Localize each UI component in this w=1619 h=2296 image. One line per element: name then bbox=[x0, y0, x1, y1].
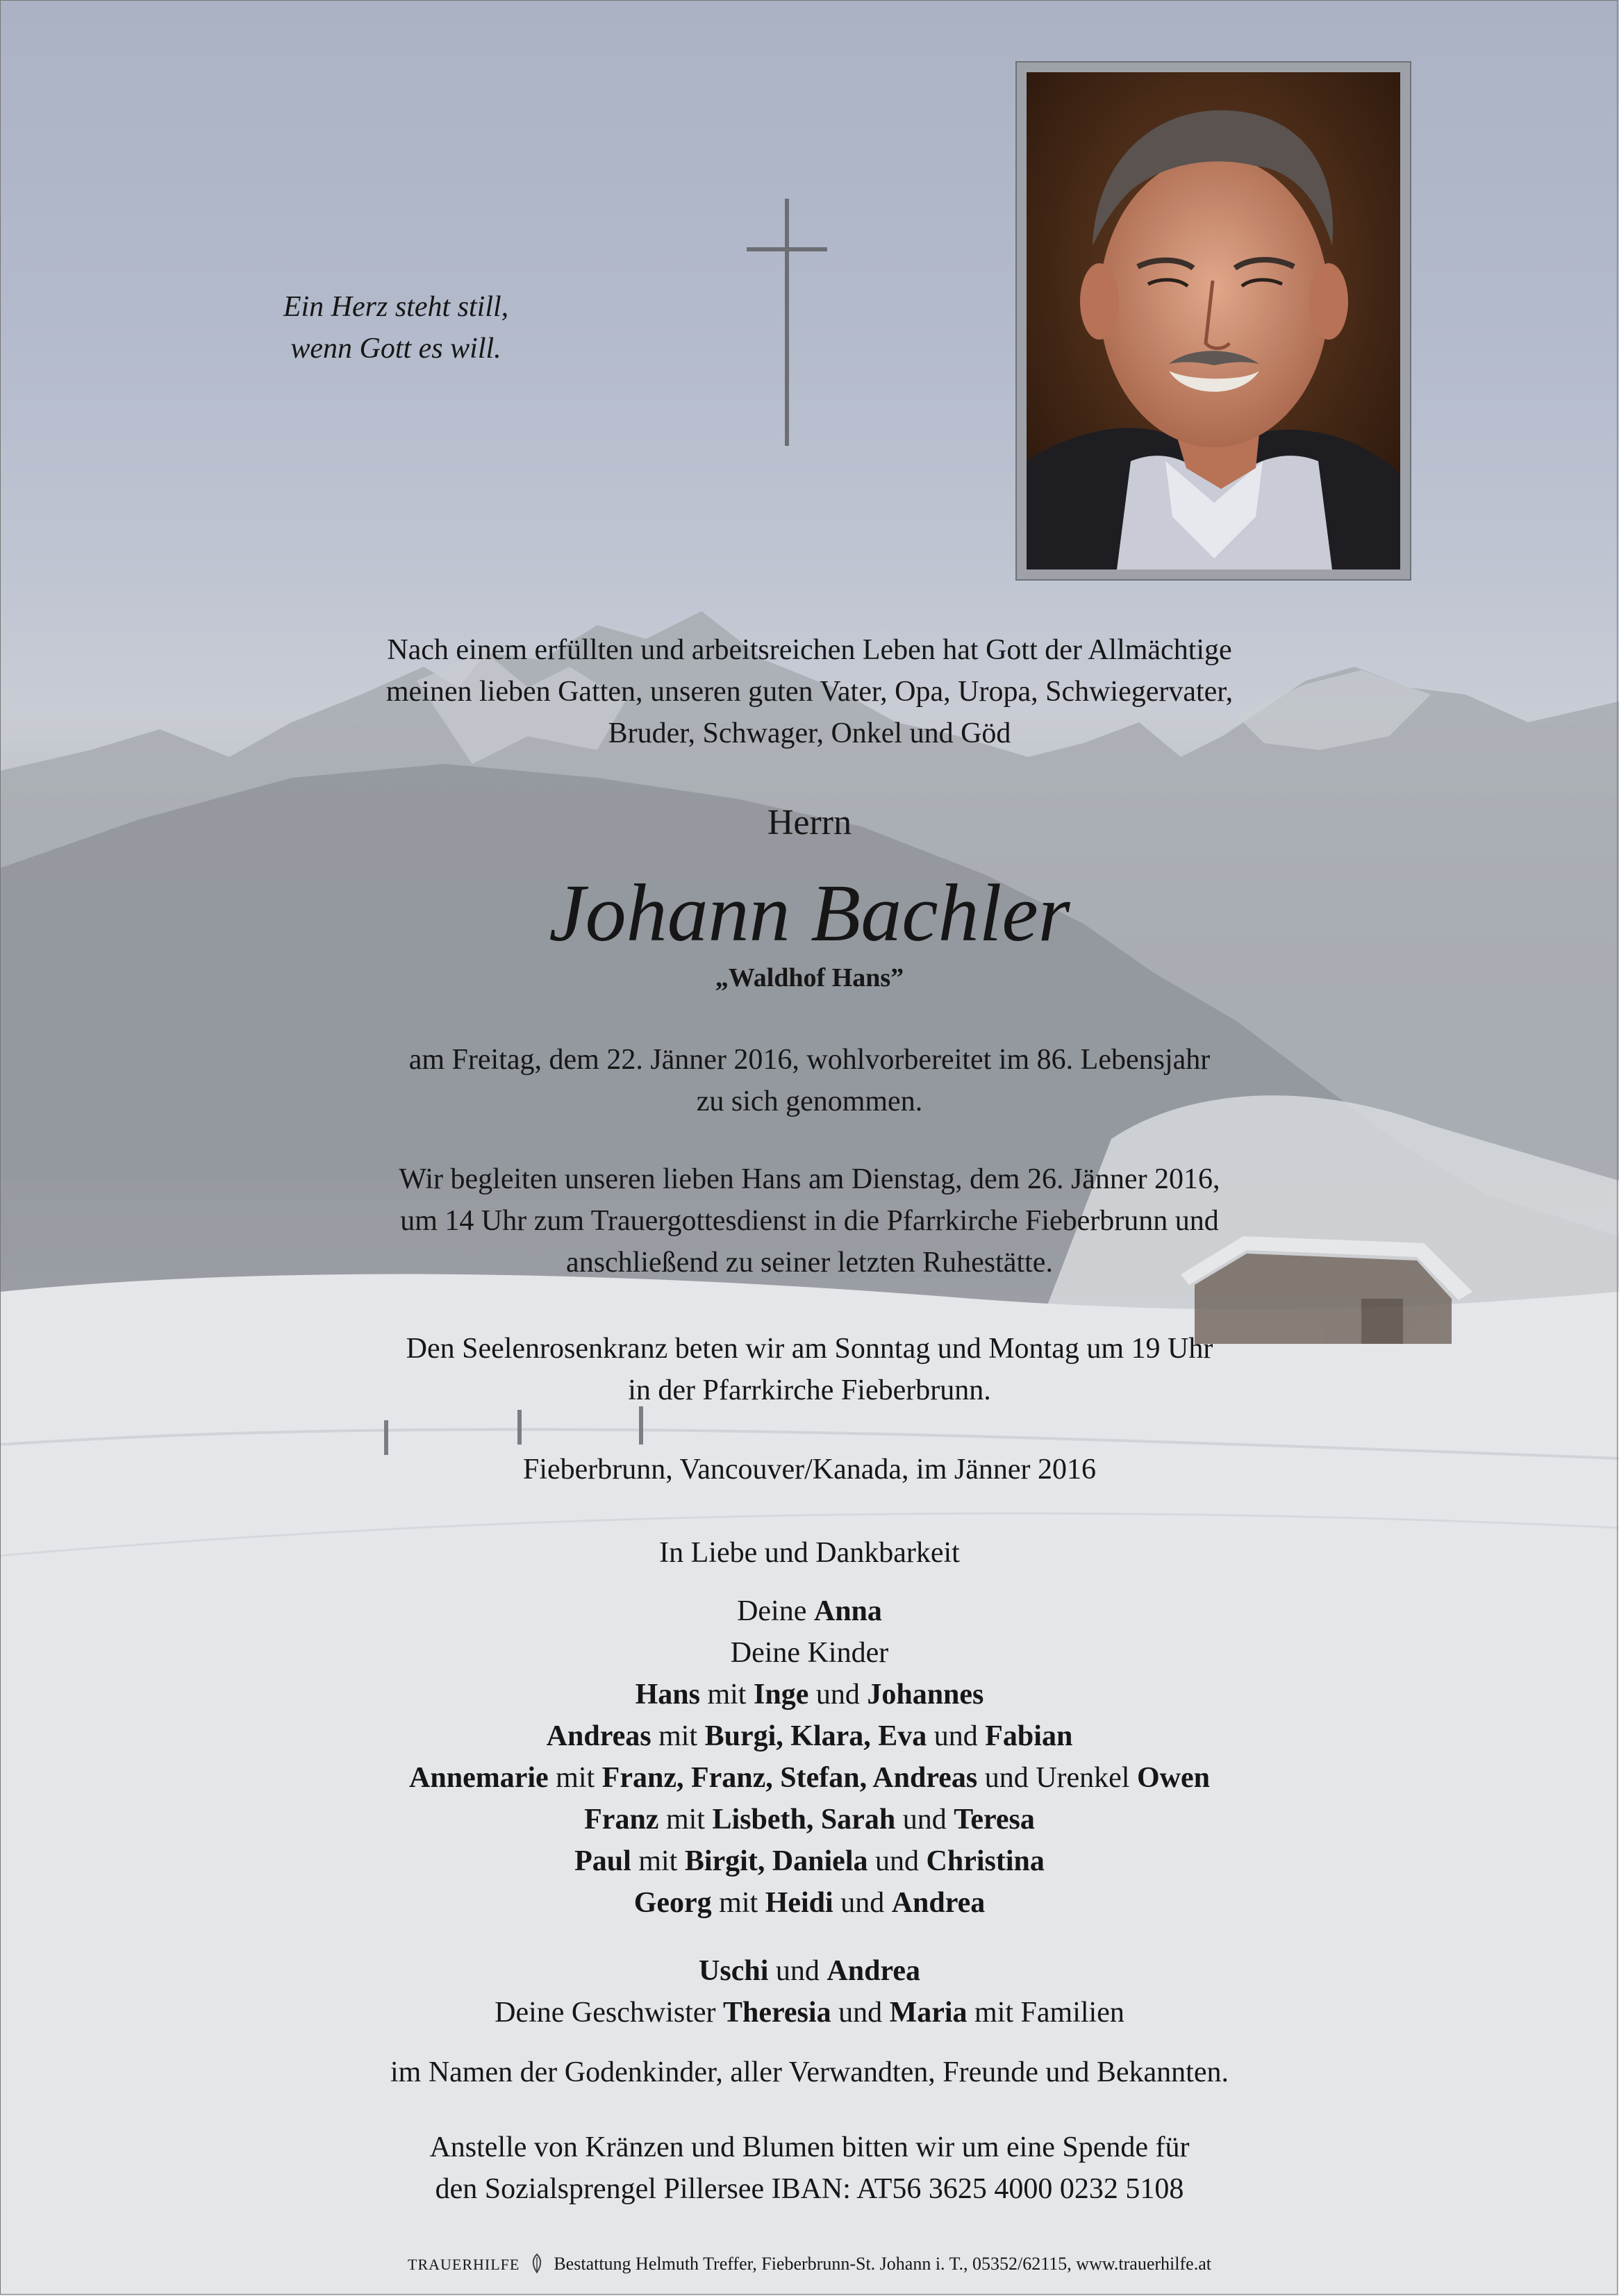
death-notice bbox=[0, 1039, 1619, 1122]
funeral-line: um 14 Uhr zum Trauergottesdienst in die Pfarrkirche Fieberbrunn und bbox=[400, 1205, 1219, 1237]
siblings-line: Deine Geschwister Theresia und Maria mit Familien bbox=[495, 1997, 1124, 2029]
donation-line: Anstelle von Kränzen und Blumen bitten wir um eine Spende für bbox=[429, 2131, 1190, 2163]
portrait-photo bbox=[1027, 72, 1400, 569]
family-line: Paul mit Birgit, Daniela und Christina bbox=[574, 1845, 1045, 1877]
donation-line: den Sozialsprengel Pillersee IBAN: AT56 3625 4000 0232 5108 bbox=[435, 2173, 1184, 2205]
salutation: Herrn bbox=[767, 803, 852, 842]
intro-line: Bruder, Schwager, Onkel und Göd bbox=[608, 717, 1011, 749]
siblings-block bbox=[0, 1950, 1619, 2033]
intro-line: meinen lieben Gatten, unseren guten Vater, Opa, Uropa, Schwiegervater, bbox=[385, 676, 1234, 708]
family-line: Franz mit Lisbeth, Sarah und Teresa bbox=[584, 1804, 1035, 1836]
donation-notice bbox=[0, 2127, 1619, 2210]
motto-line: Ein Herz steht still, bbox=[283, 291, 509, 323]
family-list bbox=[0, 1590, 1619, 1924]
funeral-line: Wir begleiten unseren lieben Hans am Dienstag, dem 26. Jänner 2016, bbox=[399, 1163, 1220, 1195]
intro-line: Nach einem erfüllten und arbeitsreichen Leben hat Gott der Allmächtige bbox=[387, 634, 1232, 666]
family-line: Annemarie mit Franz, Franz, Stefan, Andreas und Urenkel Owen bbox=[409, 1762, 1210, 1794]
family-line-spouse: Deine Anna bbox=[737, 1595, 882, 1627]
motto-line: wenn Gott es will. bbox=[290, 333, 501, 365]
love-line: In Liebe und Dankbarkeit bbox=[659, 1537, 960, 1569]
rosary-line: in der Pfarrkirche Fieberbrunn. bbox=[628, 1374, 991, 1406]
family-line: Hans mit Inge und Johannes bbox=[635, 1679, 984, 1711]
deceased-name: Johann Bachler bbox=[549, 867, 1070, 958]
rosary-notice bbox=[0, 1328, 1619, 1411]
death-line: zu sich genommen. bbox=[696, 1085, 923, 1117]
place-date: Fieberbrunn, Vancouver/Kanada, im Jänner 2016 bbox=[523, 1454, 1096, 1486]
intro-block bbox=[0, 629, 1619, 754]
cross-icon-bar bbox=[747, 247, 827, 251]
funeral-notice bbox=[0, 1158, 1619, 1283]
footer-brand: TRAUERHILFE bbox=[408, 2256, 520, 2273]
siblings-line: Uschi und Andrea bbox=[699, 1955, 920, 1987]
footer-text: Bestattung Helmuth Treffer, Fieberbrunn-St. Johann i. T., 05352/62115, www.trauerhilfe.at bbox=[554, 2254, 1211, 2274]
godchildren-line: im Namen der Godenkinder, aller Verwandten, Freunde und Bekannten. bbox=[390, 2056, 1229, 2088]
funeral-line: anschließend zu seiner letzten Ruhestätte. bbox=[566, 1247, 1053, 1279]
leaf-logo-icon bbox=[529, 2253, 545, 2274]
death-line: am Freitag, dem 22. Jänner 2016, wohlvorbereitet im 86. Lebensjahr bbox=[408, 1044, 1211, 1076]
cross-icon bbox=[785, 199, 789, 446]
rosary-line: Den Seelenrosenkranz beten wir am Sonntag und Montag um 19 Uhr bbox=[406, 1333, 1213, 1365]
motto bbox=[167, 286, 625, 369]
nickname: „Waldhof Hans” bbox=[715, 963, 904, 992]
footer bbox=[0, 2252, 1619, 2277]
portrait-frame bbox=[1015, 61, 1411, 581]
family-line: Georg mit Heidi und Andrea bbox=[633, 1887, 986, 1919]
family-line-children-heading: Deine Kinder bbox=[730, 1637, 889, 1669]
family-line: Andreas mit Burgi, Klara, Eva und Fabian bbox=[546, 1720, 1073, 1752]
